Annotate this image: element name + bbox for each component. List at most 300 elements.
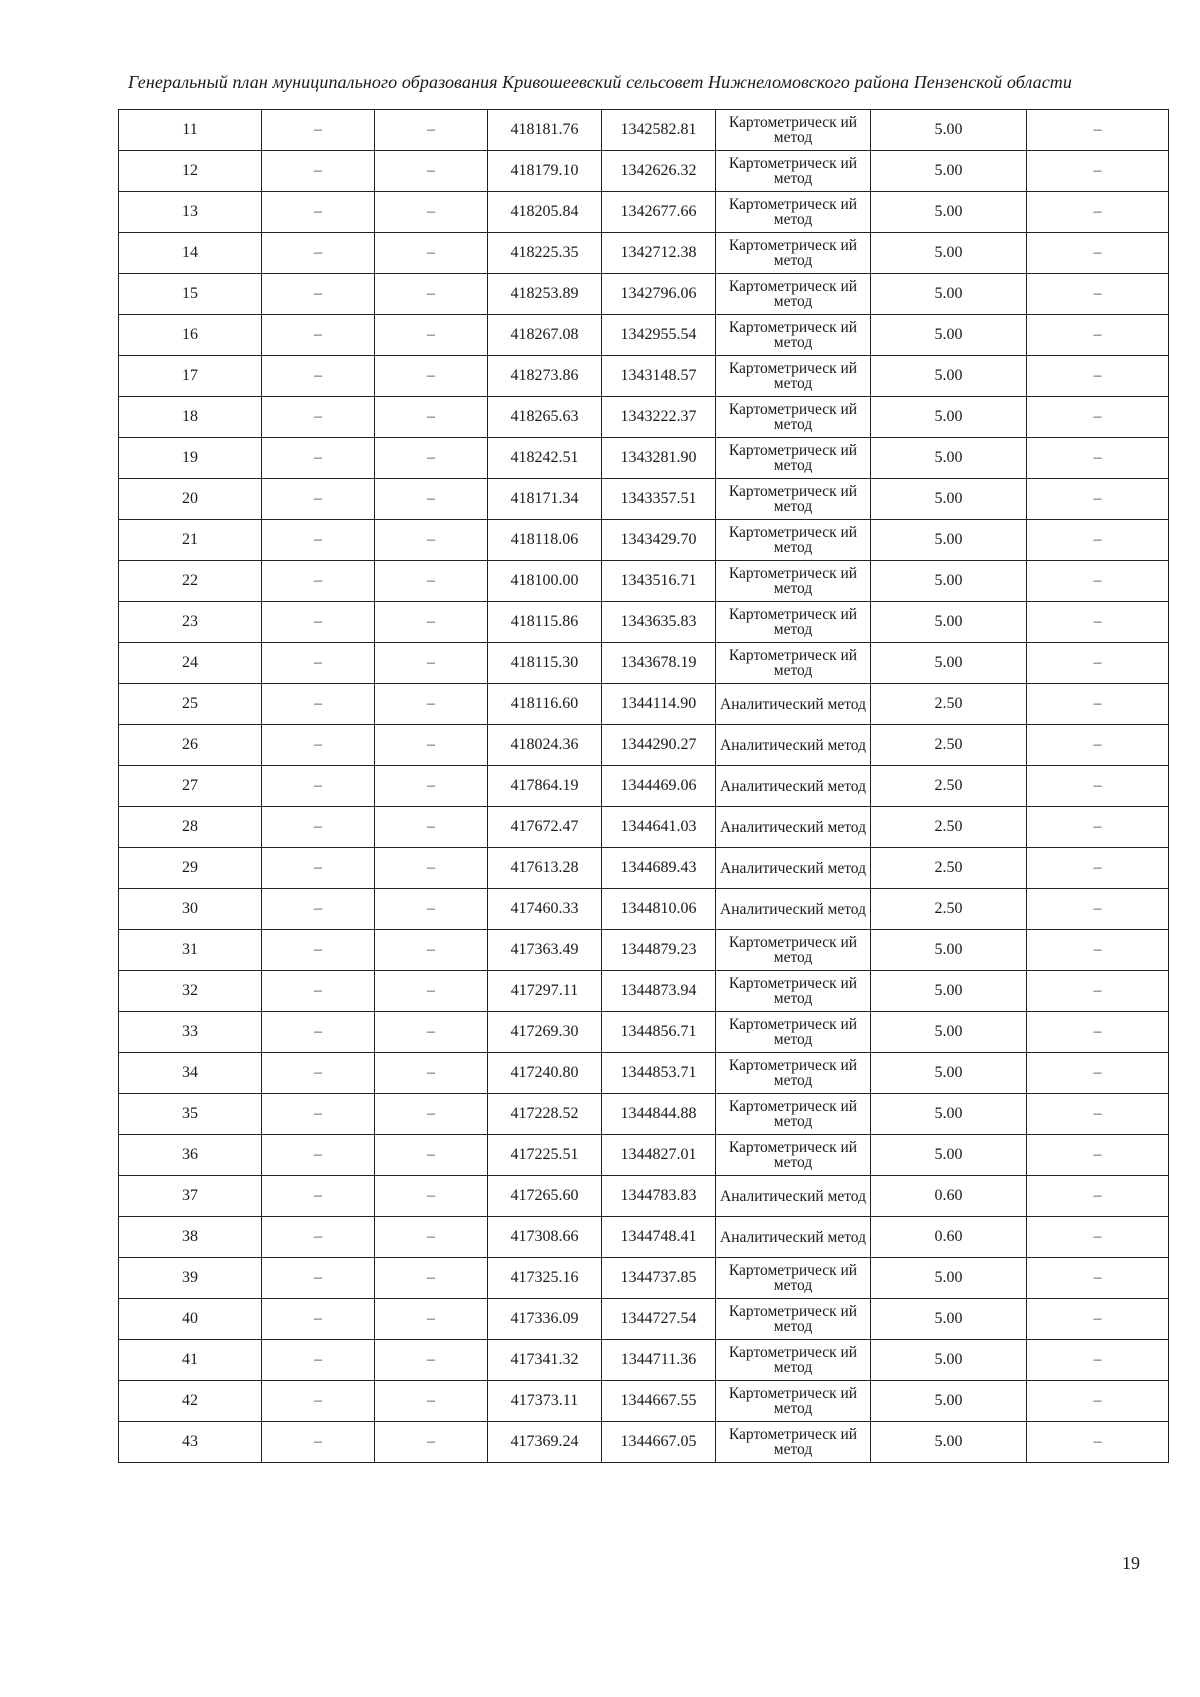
empty-cell: – [375, 274, 488, 315]
empty-cell: – [262, 930, 375, 971]
y-coordinate-cell: 1342582.81 [602, 110, 716, 151]
x-coordinate-cell: 418265.63 [488, 397, 602, 438]
empty-cell: – [262, 479, 375, 520]
y-coordinate-cell: 1342626.32 [602, 151, 716, 192]
empty-cell: – [375, 151, 488, 192]
point-number-cell: 14 [119, 233, 262, 274]
x-coordinate-cell: 417373.11 [488, 1381, 602, 1422]
point-number-cell: 15 [119, 274, 262, 315]
empty-cell: – [1027, 766, 1169, 807]
method-cell: Картометрическ ий метод [716, 397, 871, 438]
point-number-cell: 39 [119, 1258, 262, 1299]
table-row [119, 1217, 1169, 1258]
empty-cell: – [1027, 1422, 1169, 1463]
accuracy-cell: 5.00 [871, 520, 1027, 561]
accuracy-cell: 5.00 [871, 930, 1027, 971]
empty-cell: – [375, 684, 488, 725]
table-row [119, 643, 1169, 684]
empty-cell: – [262, 274, 375, 315]
point-number-cell: 21 [119, 520, 262, 561]
empty-cell: – [1027, 1135, 1169, 1176]
y-coordinate-cell: 1344873.94 [602, 971, 716, 1012]
empty-cell: – [262, 1012, 375, 1053]
y-coordinate-cell: 1344711.36 [602, 1340, 716, 1381]
accuracy-cell: 0.60 [871, 1217, 1027, 1258]
y-coordinate-cell: 1343281.90 [602, 438, 716, 479]
x-coordinate-cell: 418267.08 [488, 315, 602, 356]
empty-cell: – [375, 561, 488, 602]
empty-cell: – [375, 110, 488, 151]
y-coordinate-cell: 1343357.51 [602, 479, 716, 520]
empty-cell: – [1027, 684, 1169, 725]
accuracy-cell: 5.00 [871, 274, 1027, 315]
point-number-cell: 19 [119, 438, 262, 479]
table-row [119, 233, 1169, 274]
empty-cell: – [262, 1258, 375, 1299]
table-row [119, 151, 1169, 192]
method-cell: Картометрическ ий метод [716, 233, 871, 274]
accuracy-cell: 2.50 [871, 766, 1027, 807]
x-coordinate-cell: 417269.30 [488, 1012, 602, 1053]
y-coordinate-cell: 1342796.06 [602, 274, 716, 315]
method-cell: Картометрическ ий метод [716, 1258, 871, 1299]
empty-cell: – [262, 397, 375, 438]
empty-cell: – [1027, 192, 1169, 233]
method-cell: Аналитический метод [716, 684, 871, 725]
empty-cell: – [375, 1094, 488, 1135]
table-row [119, 479, 1169, 520]
x-coordinate-cell: 417336.09 [488, 1299, 602, 1340]
empty-cell: – [1027, 397, 1169, 438]
point-number-cell: 25 [119, 684, 262, 725]
table-row [119, 766, 1169, 807]
method-cell: Картометрическ ий метод [716, 1135, 871, 1176]
accuracy-cell: 5.00 [871, 602, 1027, 643]
page-header: Генеральный план муниципального образования Кривошеевский сельсовет Нижнеломовского района Пензенской области [127, 72, 1073, 92]
method-cell: Аналитический метод [716, 725, 871, 766]
method-cell: Картометрическ ий метод [716, 1340, 871, 1381]
empty-cell: – [1027, 1258, 1169, 1299]
coordinates-table [118, 109, 1169, 1463]
empty-cell: – [262, 561, 375, 602]
point-number-cell: 22 [119, 561, 262, 602]
empty-cell: – [375, 315, 488, 356]
accuracy-cell: 5.00 [871, 315, 1027, 356]
empty-cell: – [375, 233, 488, 274]
table-row [119, 356, 1169, 397]
method-cell: Аналитический метод [716, 848, 871, 889]
y-coordinate-cell: 1344810.06 [602, 889, 716, 930]
empty-cell: – [375, 1012, 488, 1053]
x-coordinate-cell: 417308.66 [488, 1217, 602, 1258]
x-coordinate-cell: 417297.11 [488, 971, 602, 1012]
accuracy-cell: 2.50 [871, 725, 1027, 766]
empty-cell: – [262, 192, 375, 233]
empty-cell: – [262, 643, 375, 684]
empty-cell: – [375, 643, 488, 684]
empty-cell: – [1027, 971, 1169, 1012]
empty-cell: – [1027, 110, 1169, 151]
accuracy-cell: 5.00 [871, 643, 1027, 684]
empty-cell: – [1027, 274, 1169, 315]
y-coordinate-cell: 1344856.71 [602, 1012, 716, 1053]
x-coordinate-cell: 418273.86 [488, 356, 602, 397]
empty-cell: – [262, 233, 375, 274]
empty-cell: – [262, 356, 375, 397]
empty-cell: – [262, 1053, 375, 1094]
empty-cell: – [1027, 233, 1169, 274]
accuracy-cell: 5.00 [871, 192, 1027, 233]
x-coordinate-cell: 417613.28 [488, 848, 602, 889]
accuracy-cell: 5.00 [871, 1258, 1027, 1299]
empty-cell: – [375, 807, 488, 848]
empty-cell: – [262, 971, 375, 1012]
empty-cell: – [1027, 1381, 1169, 1422]
empty-cell: – [375, 725, 488, 766]
x-coordinate-cell: 417369.24 [488, 1422, 602, 1463]
y-coordinate-cell: 1344853.71 [602, 1053, 716, 1094]
method-cell: Картометрическ ий метод [716, 1381, 871, 1422]
y-coordinate-cell: 1344783.83 [602, 1176, 716, 1217]
y-coordinate-cell: 1343516.71 [602, 561, 716, 602]
table-row [119, 1381, 1169, 1422]
table-row [119, 192, 1169, 233]
empty-cell: – [1027, 1340, 1169, 1381]
method-cell: Картометрическ ий метод [716, 1053, 871, 1094]
point-number-cell: 32 [119, 971, 262, 1012]
table-row [119, 1053, 1169, 1094]
empty-cell: – [1027, 315, 1169, 356]
method-cell: Картометрическ ий метод [716, 479, 871, 520]
empty-cell: – [375, 766, 488, 807]
point-number-cell: 30 [119, 889, 262, 930]
point-number-cell: 35 [119, 1094, 262, 1135]
accuracy-cell: 2.50 [871, 684, 1027, 725]
empty-cell: – [1027, 725, 1169, 766]
method-cell: Картометрическ ий метод [716, 274, 871, 315]
accuracy-cell: 5.00 [871, 397, 1027, 438]
empty-cell: – [1027, 1012, 1169, 1053]
method-cell: Аналитический метод [716, 766, 871, 807]
method-cell: Картометрическ ий метод [716, 602, 871, 643]
accuracy-cell: 5.00 [871, 110, 1027, 151]
empty-cell: – [375, 397, 488, 438]
empty-cell: – [1027, 1217, 1169, 1258]
accuracy-cell: 5.00 [871, 1299, 1027, 1340]
table-row [119, 1299, 1169, 1340]
empty-cell: – [1027, 930, 1169, 971]
empty-cell: – [1027, 1176, 1169, 1217]
point-number-cell: 28 [119, 807, 262, 848]
point-number-cell: 20 [119, 479, 262, 520]
method-cell: Картометрическ ий метод [716, 315, 871, 356]
y-coordinate-cell: 1343678.19 [602, 643, 716, 684]
y-coordinate-cell: 1343148.57 [602, 356, 716, 397]
empty-cell: – [262, 1094, 375, 1135]
y-coordinate-cell: 1344469.06 [602, 766, 716, 807]
table-row [119, 438, 1169, 479]
point-number-cell: 23 [119, 602, 262, 643]
accuracy-cell: 5.00 [871, 151, 1027, 192]
method-cell: Аналитический метод [716, 807, 871, 848]
accuracy-cell: 5.00 [871, 356, 1027, 397]
method-cell: Картометрическ ий метод [716, 1422, 871, 1463]
accuracy-cell: 0.60 [871, 1176, 1027, 1217]
empty-cell: – [375, 479, 488, 520]
empty-cell: – [262, 151, 375, 192]
point-number-cell: 18 [119, 397, 262, 438]
table-row [119, 315, 1169, 356]
x-coordinate-cell: 418116.60 [488, 684, 602, 725]
y-coordinate-cell: 1344689.43 [602, 848, 716, 889]
point-number-cell: 24 [119, 643, 262, 684]
table-row [119, 1012, 1169, 1053]
empty-cell: – [262, 725, 375, 766]
table-row [119, 1258, 1169, 1299]
y-coordinate-cell: 1344667.55 [602, 1381, 716, 1422]
empty-cell: – [262, 1135, 375, 1176]
accuracy-cell: 5.00 [871, 1340, 1027, 1381]
empty-cell: – [375, 930, 488, 971]
empty-cell: – [262, 1422, 375, 1463]
point-number-cell: 13 [119, 192, 262, 233]
method-cell: Картометрическ ий метод [716, 520, 871, 561]
x-coordinate-cell: 418253.89 [488, 274, 602, 315]
accuracy-cell: 5.00 [871, 1012, 1027, 1053]
x-coordinate-cell: 417225.51 [488, 1135, 602, 1176]
method-cell: Картометрическ ий метод [716, 192, 871, 233]
empty-cell: – [262, 1176, 375, 1217]
method-cell: Картометрическ ий метод [716, 1012, 871, 1053]
table-row [119, 602, 1169, 643]
accuracy-cell: 2.50 [871, 889, 1027, 930]
empty-cell: – [262, 315, 375, 356]
empty-cell: – [1027, 1299, 1169, 1340]
point-number-cell: 38 [119, 1217, 262, 1258]
y-coordinate-cell: 1344641.03 [602, 807, 716, 848]
x-coordinate-cell: 417864.19 [488, 766, 602, 807]
accuracy-cell: 5.00 [871, 1422, 1027, 1463]
point-number-cell: 26 [119, 725, 262, 766]
point-number-cell: 33 [119, 1012, 262, 1053]
empty-cell: – [375, 438, 488, 479]
empty-cell: – [262, 807, 375, 848]
table-row [119, 930, 1169, 971]
method-cell: Картометрическ ий метод [716, 643, 871, 684]
accuracy-cell: 5.00 [871, 971, 1027, 1012]
empty-cell: – [1027, 438, 1169, 479]
empty-cell: – [262, 684, 375, 725]
accuracy-cell: 5.00 [871, 1135, 1027, 1176]
table-row [119, 971, 1169, 1012]
x-coordinate-cell: 418118.06 [488, 520, 602, 561]
empty-cell: – [262, 1299, 375, 1340]
empty-cell: – [375, 1299, 488, 1340]
empty-cell: – [375, 520, 488, 561]
empty-cell: – [375, 1340, 488, 1381]
table-row [119, 1422, 1169, 1463]
y-coordinate-cell: 1344290.27 [602, 725, 716, 766]
point-number-cell: 37 [119, 1176, 262, 1217]
method-cell: Картометрическ ий метод [716, 1299, 871, 1340]
empty-cell: – [262, 110, 375, 151]
table-row [119, 1340, 1169, 1381]
empty-cell: – [375, 1217, 488, 1258]
y-coordinate-cell: 1344748.41 [602, 1217, 716, 1258]
x-coordinate-cell: 418024.36 [488, 725, 602, 766]
empty-cell: – [1027, 151, 1169, 192]
accuracy-cell: 5.00 [871, 438, 1027, 479]
table-row [119, 684, 1169, 725]
empty-cell: – [262, 1381, 375, 1422]
point-number-cell: 31 [119, 930, 262, 971]
page-number: 19 [1122, 1553, 1140, 1573]
coordinates-table-body [119, 110, 1169, 1463]
empty-cell: – [1027, 1094, 1169, 1135]
y-coordinate-cell: 1344879.23 [602, 930, 716, 971]
empty-cell: – [1027, 520, 1169, 561]
method-cell: Картометрическ ий метод [716, 1094, 871, 1135]
empty-cell: – [1027, 643, 1169, 684]
empty-cell: – [375, 848, 488, 889]
point-number-cell: 11 [119, 110, 262, 151]
empty-cell: – [262, 1217, 375, 1258]
x-coordinate-cell: 418242.51 [488, 438, 602, 479]
point-number-cell: 36 [119, 1135, 262, 1176]
empty-cell: – [375, 1135, 488, 1176]
table-row [119, 561, 1169, 602]
y-coordinate-cell: 1344844.88 [602, 1094, 716, 1135]
empty-cell: – [262, 520, 375, 561]
table-row [119, 1135, 1169, 1176]
table-row [119, 725, 1169, 766]
empty-cell: – [375, 602, 488, 643]
x-coordinate-cell: 418171.34 [488, 479, 602, 520]
table-row [119, 274, 1169, 315]
x-coordinate-cell: 418179.10 [488, 151, 602, 192]
empty-cell: – [375, 1176, 488, 1217]
x-coordinate-cell: 417228.52 [488, 1094, 602, 1135]
accuracy-cell: 5.00 [871, 1381, 1027, 1422]
table-row [119, 1094, 1169, 1135]
x-coordinate-cell: 417265.60 [488, 1176, 602, 1217]
point-number-cell: 12 [119, 151, 262, 192]
y-coordinate-cell: 1342955.54 [602, 315, 716, 356]
table-row [119, 110, 1169, 151]
point-number-cell: 42 [119, 1381, 262, 1422]
empty-cell: – [375, 356, 488, 397]
method-cell: Картометрическ ий метод [716, 561, 871, 602]
x-coordinate-cell: 418225.35 [488, 233, 602, 274]
empty-cell: – [375, 1422, 488, 1463]
accuracy-cell: 5.00 [871, 1094, 1027, 1135]
table-row [119, 889, 1169, 930]
method-cell: Аналитический метод [716, 1176, 871, 1217]
empty-cell: – [1027, 356, 1169, 397]
x-coordinate-cell: 417363.49 [488, 930, 602, 971]
table-row [119, 520, 1169, 561]
empty-cell: – [375, 889, 488, 930]
table-row [119, 848, 1169, 889]
x-coordinate-cell: 417460.33 [488, 889, 602, 930]
point-number-cell: 17 [119, 356, 262, 397]
accuracy-cell: 5.00 [871, 561, 1027, 602]
empty-cell: – [1027, 479, 1169, 520]
empty-cell: – [262, 438, 375, 479]
table-row [119, 397, 1169, 438]
point-number-cell: 27 [119, 766, 262, 807]
point-number-cell: 29 [119, 848, 262, 889]
y-coordinate-cell: 1344667.05 [602, 1422, 716, 1463]
accuracy-cell: 5.00 [871, 479, 1027, 520]
empty-cell: – [375, 1381, 488, 1422]
empty-cell: – [1027, 807, 1169, 848]
empty-cell: – [1027, 602, 1169, 643]
point-number-cell: 16 [119, 315, 262, 356]
empty-cell: – [1027, 1053, 1169, 1094]
y-coordinate-cell: 1344737.85 [602, 1258, 716, 1299]
y-coordinate-cell: 1342677.66 [602, 192, 716, 233]
method-cell: Картометрическ ий метод [716, 151, 871, 192]
y-coordinate-cell: 1344827.01 [602, 1135, 716, 1176]
empty-cell: – [1027, 848, 1169, 889]
x-coordinate-cell: 418100.00 [488, 561, 602, 602]
x-coordinate-cell: 418115.86 [488, 602, 602, 643]
table-row [119, 807, 1169, 848]
method-cell: Картометрическ ий метод [716, 438, 871, 479]
method-cell: Картометрическ ий метод [716, 930, 871, 971]
empty-cell: – [375, 971, 488, 1012]
x-coordinate-cell: 418205.84 [488, 192, 602, 233]
point-number-cell: 40 [119, 1299, 262, 1340]
empty-cell: – [262, 766, 375, 807]
empty-cell: – [262, 1340, 375, 1381]
empty-cell: – [375, 1258, 488, 1299]
method-cell: Аналитический метод [716, 1217, 871, 1258]
point-number-cell: 41 [119, 1340, 262, 1381]
point-number-cell: 34 [119, 1053, 262, 1094]
accuracy-cell: 5.00 [871, 233, 1027, 274]
x-coordinate-cell: 417341.32 [488, 1340, 602, 1381]
y-coordinate-cell: 1343635.83 [602, 602, 716, 643]
method-cell: Картометрическ ий метод [716, 110, 871, 151]
method-cell: Аналитический метод [716, 889, 871, 930]
empty-cell: – [375, 1053, 488, 1094]
accuracy-cell: 5.00 [871, 1053, 1027, 1094]
y-coordinate-cell: 1344114.90 [602, 684, 716, 725]
empty-cell: – [1027, 889, 1169, 930]
empty-cell: – [262, 889, 375, 930]
accuracy-cell: 2.50 [871, 848, 1027, 889]
x-coordinate-cell: 418115.30 [488, 643, 602, 684]
x-coordinate-cell: 417672.47 [488, 807, 602, 848]
y-coordinate-cell: 1342712.38 [602, 233, 716, 274]
x-coordinate-cell: 418181.76 [488, 110, 602, 151]
x-coordinate-cell: 417240.80 [488, 1053, 602, 1094]
table-row [119, 1176, 1169, 1217]
y-coordinate-cell: 1343429.70 [602, 520, 716, 561]
empty-cell: – [375, 192, 488, 233]
accuracy-cell: 2.50 [871, 807, 1027, 848]
method-cell: Картометрическ ий метод [716, 356, 871, 397]
empty-cell: – [1027, 561, 1169, 602]
method-cell: Картометрическ ий метод [716, 971, 871, 1012]
empty-cell: – [262, 602, 375, 643]
empty-cell: – [262, 848, 375, 889]
y-coordinate-cell: 1343222.37 [602, 397, 716, 438]
x-coordinate-cell: 417325.16 [488, 1258, 602, 1299]
y-coordinate-cell: 1344727.54 [602, 1299, 716, 1340]
